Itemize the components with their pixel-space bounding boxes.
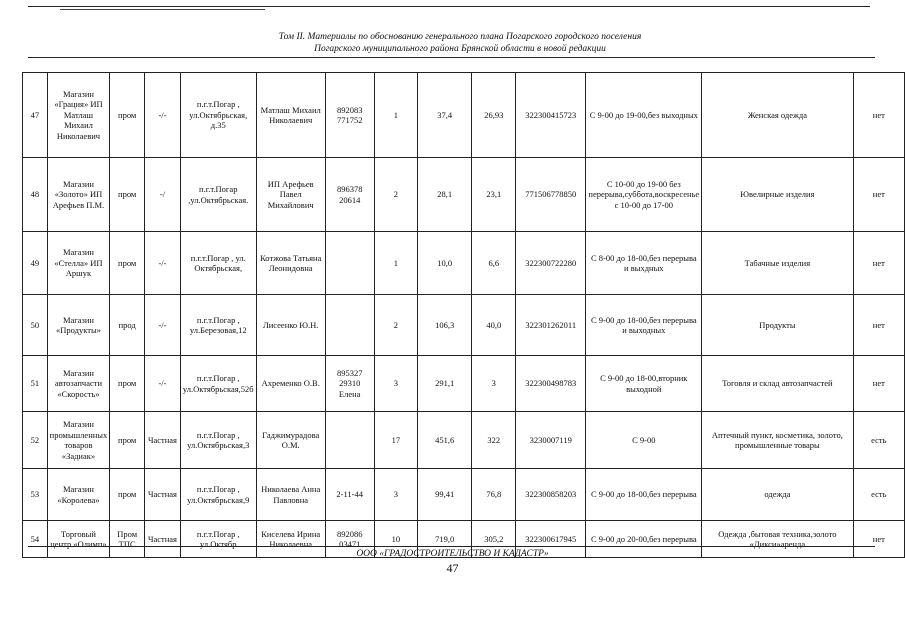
cell-owner: Ахременко О.В. bbox=[256, 356, 325, 412]
cell-work-hours: С 10-00 до 19-00 без перерыва,суббота,воскресенье с 10-00 до 17-00 bbox=[586, 158, 702, 232]
cell-ownership: -/- bbox=[145, 232, 181, 295]
cell-phone bbox=[325, 295, 374, 356]
cell-work-hours: С 8-00 до 18-00,без перерыва и выхдных bbox=[586, 232, 702, 295]
cell-row-number: 50 bbox=[23, 295, 48, 356]
cell-trade-area: 40,0 bbox=[472, 295, 516, 356]
cell-shop-name: Магазин промышленных товаров «Задиак» bbox=[47, 412, 110, 469]
cell-work-hours: С 9-00 до 18-00,без перерыва и выходных bbox=[586, 295, 702, 356]
table-row bbox=[23, 158, 905, 232]
shops-table bbox=[22, 72, 905, 558]
cell-work-hours: С 9-00 до 20-00,без перерыва bbox=[586, 521, 702, 558]
cell-ownership: Частная bbox=[145, 521, 181, 558]
cell-parking: нет bbox=[853, 73, 904, 158]
cell-staff-count: 1 bbox=[374, 73, 417, 158]
cell-work-hours: С 9-00 до 18-00,без перерыва bbox=[586, 469, 702, 521]
table-row bbox=[23, 412, 905, 469]
cell-owner: Гаджимурадова О.М. bbox=[256, 412, 325, 469]
cell-staff-count: 2 bbox=[374, 158, 417, 232]
cell-total-area: 719,0 bbox=[418, 521, 472, 558]
table-row bbox=[23, 232, 905, 295]
cell-staff-count: 10 bbox=[374, 521, 417, 558]
cell-type: пром bbox=[110, 73, 145, 158]
cell-address: п.г.т.Погар ,ул.Октябрьская. bbox=[180, 158, 256, 232]
cell-phone: 2-11-44 bbox=[325, 469, 374, 521]
cell-staff-count: 3 bbox=[374, 469, 417, 521]
cell-inn: 322301262011 bbox=[516, 295, 586, 356]
cell-owner: Матлаш Михаил Николаевич bbox=[256, 73, 325, 158]
cell-type: прод bbox=[110, 295, 145, 356]
cell-goods: Ювелирные изделия bbox=[702, 158, 853, 232]
cell-phone: 892086 03471 bbox=[325, 521, 374, 558]
cell-row-number: 48 bbox=[23, 158, 48, 232]
cell-address: п.г.т.Погар , ул.Октябрьская, д.35 bbox=[180, 73, 256, 158]
cell-inn: 322300498783 bbox=[516, 356, 586, 412]
table-row bbox=[23, 356, 905, 412]
cell-goods: Продукты bbox=[702, 295, 853, 356]
page-number: 47 bbox=[446, 561, 459, 575]
cell-ownership: -/ bbox=[145, 158, 181, 232]
cell-address: п.г.т.Погар , ул.Октябр bbox=[180, 521, 256, 558]
top-border-line-short bbox=[60, 9, 265, 10]
cell-parking: нет bbox=[853, 356, 904, 412]
header-line-1: Том II. Материалы по обоснованию генерального плана Погарского городского поселения bbox=[278, 32, 642, 42]
cell-shop-name: Магазин «Продукты» bbox=[47, 295, 110, 356]
cell-parking: нет bbox=[853, 158, 904, 232]
cell-shop-name: Магазин «Золото» ИП Арефьев П.М. bbox=[47, 158, 110, 232]
cell-shop-name: Магазин «Грация» ИП Матлаш Михаил Николаевич bbox=[47, 73, 110, 158]
cell-staff-count: 17 bbox=[374, 412, 417, 469]
cell-phone: 892083 771752 bbox=[325, 73, 374, 158]
cell-total-area: 28,1 bbox=[418, 158, 472, 232]
cell-type: пром bbox=[110, 469, 145, 521]
cell-work-hours: С 9-00 bbox=[586, 412, 702, 469]
cell-goods: Одежда ,бытовая техника,золото «Дикси»аренда bbox=[702, 521, 853, 558]
cell-parking: есть bbox=[853, 469, 904, 521]
cell-type: пром bbox=[110, 356, 145, 412]
cell-trade-area: 3 bbox=[472, 356, 516, 412]
cell-trade-area: 6,6 bbox=[472, 232, 516, 295]
cell-trade-area: 23,1 bbox=[472, 158, 516, 232]
cell-staff-count: 2 bbox=[374, 295, 417, 356]
cell-inn: 322300415723 bbox=[516, 73, 586, 158]
footer-org: ООО «ГРАДОСТРОИТЕЛЬСТВО И КАДАСТР» bbox=[356, 549, 549, 559]
cell-row-number: 53 bbox=[23, 469, 48, 521]
cell-type: пром bbox=[110, 412, 145, 469]
cell-inn: 322300722280 bbox=[516, 232, 586, 295]
table-row bbox=[23, 295, 905, 356]
cell-row-number: 52 bbox=[23, 412, 48, 469]
cell-owner: ИП Арефьев Павел Михайлович bbox=[256, 158, 325, 232]
cell-address: п.г.т.Погар , ул.Октябрьская,52б bbox=[180, 356, 256, 412]
cell-trade-area: 26,93 bbox=[472, 73, 516, 158]
cell-inn: 322300858203 bbox=[516, 469, 586, 521]
cell-shop-name: Магазин автозапчасти «Скорость» bbox=[47, 356, 110, 412]
cell-phone: 895327 29310 Елена bbox=[325, 356, 374, 412]
cell-shop-name: Магазин «Королева» bbox=[47, 469, 110, 521]
cell-address: п.г.т.Погар , ул.Березовая,12 bbox=[180, 295, 256, 356]
cell-inn: 3230007119 bbox=[516, 412, 586, 469]
cell-total-area: 451,6 bbox=[418, 412, 472, 469]
cell-owner: Николаева Анна Павловна bbox=[256, 469, 325, 521]
cell-ownership: Частная bbox=[145, 469, 181, 521]
cell-goods: одежда bbox=[702, 469, 853, 521]
cell-total-area: 99,41 bbox=[418, 469, 472, 521]
cell-staff-count: 1 bbox=[374, 232, 417, 295]
cell-address: п.г.т.Погар , ул. Октябрьская, bbox=[180, 232, 256, 295]
cell-staff-count: 3 bbox=[374, 356, 417, 412]
cell-goods: Табачные изделия bbox=[702, 232, 853, 295]
cell-address: п.г.т.Погар , ул.Октябрьская,3 bbox=[180, 412, 256, 469]
cell-trade-area: 322 bbox=[472, 412, 516, 469]
table-row bbox=[23, 73, 905, 158]
cell-work-hours: С 9-00 до 18-00,вторник выходной bbox=[586, 356, 702, 412]
cell-total-area: 291,1 bbox=[418, 356, 472, 412]
top-border-line bbox=[28, 6, 870, 7]
cell-inn: 771506778850 bbox=[516, 158, 586, 232]
cell-ownership: Частная bbox=[145, 412, 181, 469]
cell-address: п.г.т.Погар , ул.Октябрьская,9 bbox=[180, 469, 256, 521]
cell-goods: Тоговля и склад автозапчастей bbox=[702, 356, 853, 412]
cell-owner: Котжова Татьяна Леонидовна bbox=[256, 232, 325, 295]
header-line-2: Погарского муниципального района Брянской области в новой редакции bbox=[314, 44, 606, 54]
cell-trade-area: 76,8 bbox=[472, 469, 516, 521]
cell-type: пром bbox=[110, 232, 145, 295]
cell-row-number: 54 bbox=[23, 521, 48, 558]
cell-phone bbox=[325, 232, 374, 295]
cell-ownership: -/- bbox=[145, 295, 181, 356]
cell-row-number: 51 bbox=[23, 356, 48, 412]
cell-parking: нет bbox=[853, 521, 904, 558]
cell-row-number: 49 bbox=[23, 232, 48, 295]
cell-total-area: 106,3 bbox=[418, 295, 472, 356]
cell-parking: нет bbox=[853, 232, 904, 295]
cell-shop-name: Магазин «Стелла» ИП Аршук bbox=[47, 232, 110, 295]
table-body bbox=[23, 73, 905, 558]
cell-parking: есть bbox=[853, 412, 904, 469]
cell-phone bbox=[325, 412, 374, 469]
page-header bbox=[150, 31, 770, 55]
cell-ownership: -/- bbox=[145, 73, 181, 158]
cell-row-number: 47 bbox=[23, 73, 48, 158]
cell-goods: Женская одежда bbox=[702, 73, 853, 158]
footer-rule bbox=[28, 546, 875, 547]
cell-type: пром bbox=[110, 158, 145, 232]
cell-total-area: 37,4 bbox=[418, 73, 472, 158]
cell-total-area: 10,0 bbox=[418, 232, 472, 295]
cell-goods: Аптечный пункт, косметика, золото, промышленные товары bbox=[702, 412, 853, 469]
cell-type: Пром ТПС bbox=[110, 521, 145, 558]
table-row bbox=[23, 469, 905, 521]
cell-trade-area: 305,2 bbox=[472, 521, 516, 558]
header-rule bbox=[28, 57, 875, 58]
cell-owner: Киселева Ирина Николаевна bbox=[256, 521, 325, 558]
cell-inn: 322300617945 bbox=[516, 521, 586, 558]
cell-parking: нет bbox=[853, 295, 904, 356]
cell-owner: Лисеенко Ю.Н. bbox=[256, 295, 325, 356]
cell-work-hours: С 9-00 до 19-00,без выходных bbox=[586, 73, 702, 158]
cell-phone: 896378 20614 bbox=[325, 158, 374, 232]
cell-shop-name: Торговый центр «Олимп» bbox=[47, 521, 110, 558]
cell-ownership: -/- bbox=[145, 356, 181, 412]
